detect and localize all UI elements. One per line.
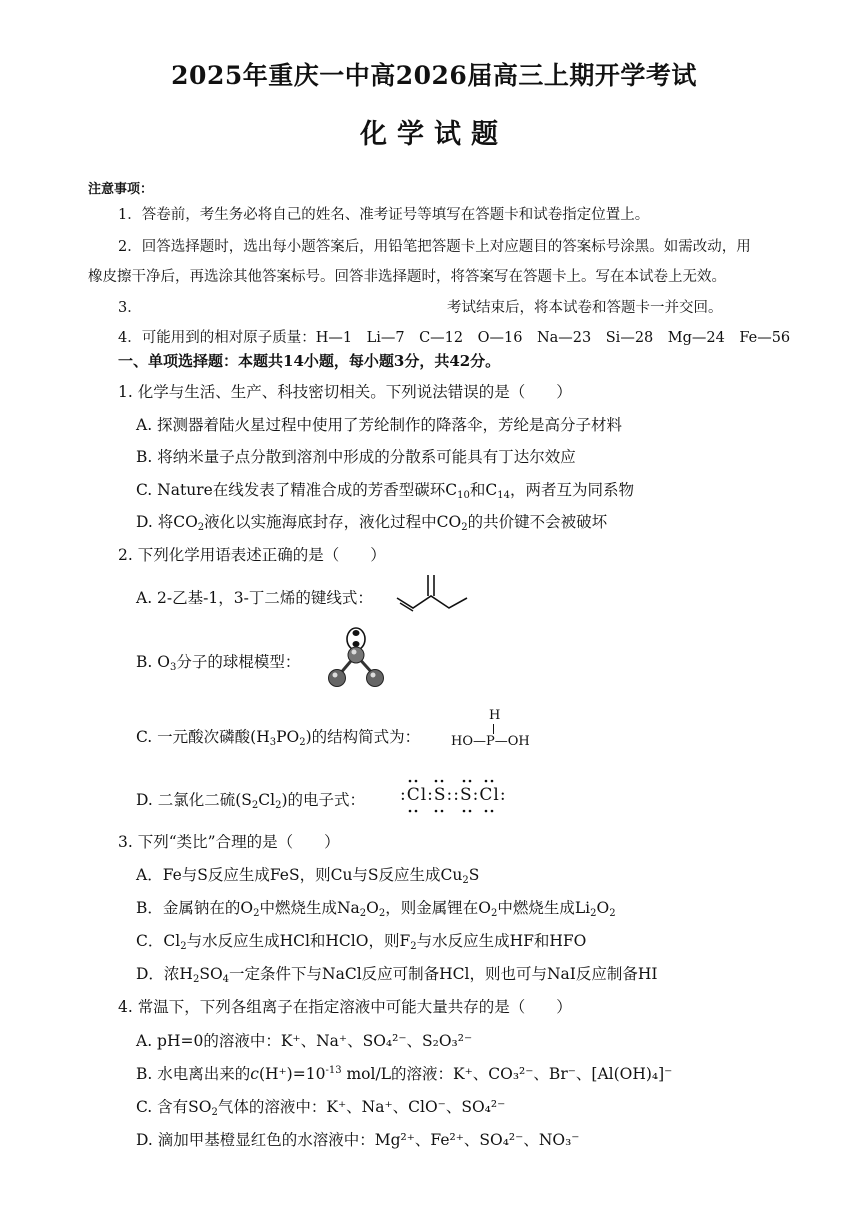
question-2-stem: 2. 下列化学用语表述正确的是（ ）: [118, 546, 386, 564]
question-1-stem: 1. 化学与生活、生产、科技密切相关。下列说法错误的是（ ）: [118, 383, 572, 401]
notes-heading: 注意事项：: [88, 182, 154, 197]
section-1-heading: 一、单项选择题：本题共14小题，每小题3分，共42分。: [118, 352, 501, 370]
question-2-option-d: D. 二氯化二硫$(S_2Cl_2)$的电子式：: [136, 791, 366, 811]
question-2-option-c: C. 一元酸次磷酸$(H_3PO_2)$的结构简式为：: [136, 728, 421, 748]
skeletal-formula-diagram: [395, 572, 471, 612]
s2cl2-electron-formula: :Cl:S::S:Cl:: [400, 785, 507, 805]
phosphinic-acid-structure: HO—P—OH: [451, 734, 530, 749]
question-1-option-a: A. 探测器着陆火星过程中使用了芳纶制作的降落伞，芳纶是高分子材料: [136, 416, 623, 434]
question-2-option-a: A. 2-乙基-1，3-丁二烯的键线式：: [136, 589, 373, 607]
exam-subtitle: 化学试题: [360, 119, 508, 150]
note-4: 4．可能用到的相对原子质量：H—1 Li—7 C—12 O—16 Na—23 Si—28 Mg—24 Fe—56: [118, 330, 791, 346]
question-4-stem: 4. 常温下，下列各组离子在指定溶液中可能大量共存的是（ ）: [118, 998, 572, 1016]
question-3-option-c: C．$Cl_2$与水反应生成HCl和HClO，则$F_2$与水反应生成HF和HFO: [136, 932, 587, 952]
question-1-option-b: B. 将纳米量子点分散到溶剂中形成的分散系可能具有丁达尔效应: [136, 448, 576, 466]
question-2-option-b: B. $O_3$分子的球棍模型：: [136, 653, 301, 673]
note-3-text: 考试结束后，将本试卷和答题卡一并交回。: [447, 300, 723, 316]
question-4-option-d: D. 滴加甲基橙显红色的水溶液中：Mg²⁺、Fe²⁺、SO₄²⁻、NO₃⁻: [136, 1131, 580, 1149]
exam-title: 2025年重庆一中高2026届高三上期开学考试: [171, 61, 697, 90]
note-3-number: 3．: [118, 300, 142, 316]
question-4-option-b: B. 水电离出来的$c(H^+)=10^{-13}$ mol/L的溶液：K⁺、CO₃²⁻、Br⁻、[Al(OH)₄]⁻: [136, 1065, 673, 1083]
question-1-option-c: C. Nature在线发表了精准合成的芳香型碳环$C_{10}$和$C_{14}$，两者互为同系物: [136, 481, 634, 501]
note-1: 1．答卷前，考生务必将自己的姓名、准考证号等填写在答题卡和试卷指定位置上。: [118, 207, 650, 223]
question-3-option-d: D．浓$H_2SO_4$一定条件下与NaCl反应可制备HCl，则也可与NaI反应制备HI: [136, 965, 658, 985]
question-3-option-b: B．金属钠在的$O_2$中燃烧生成$Na_2O_2$，则金属锂在$O_2$中燃烧生成$Li_2O_2$: [136, 899, 616, 919]
question-4-option-a: A. pH=0的溶液中：K⁺、Na⁺、SO₄²⁻、S₂O₃²⁻: [136, 1032, 473, 1050]
p-h-bond: [493, 724, 494, 734]
lone-pair-dots: [400, 778, 504, 814]
question-4-option-c: C. 含有$SO_2$气体的溶液中：K⁺、Na⁺、ClO⁻、SO₄²⁻: [136, 1098, 506, 1118]
question-3-option-a: A．Fe与S反应生成FeS，则Cu与S反应生成$Cu_2S$: [136, 866, 480, 886]
question-3-stem: 3. 下列“类比”合理的是（ ）: [118, 833, 340, 851]
question-1-option-d: D. 将$CO_2$液化以实施海底封存，液化过程中$CO_2$的共价键不会被破坏: [136, 513, 608, 533]
phosphinic-acid-h: H: [489, 708, 501, 723]
note-2-cont: 橡皮擦干净后，再选涂其他答案标号。回答非选择题时，将答案写在答题卡上。写在本试卷上无效。: [88, 269, 726, 285]
note-2: 2．回答选择题时，选出每小题答案后，用铅笔把答题卡上对应题目的答案标号涂黑。如需改动，用: [118, 239, 751, 255]
ozone-ball-stick-model: [325, 625, 387, 691]
